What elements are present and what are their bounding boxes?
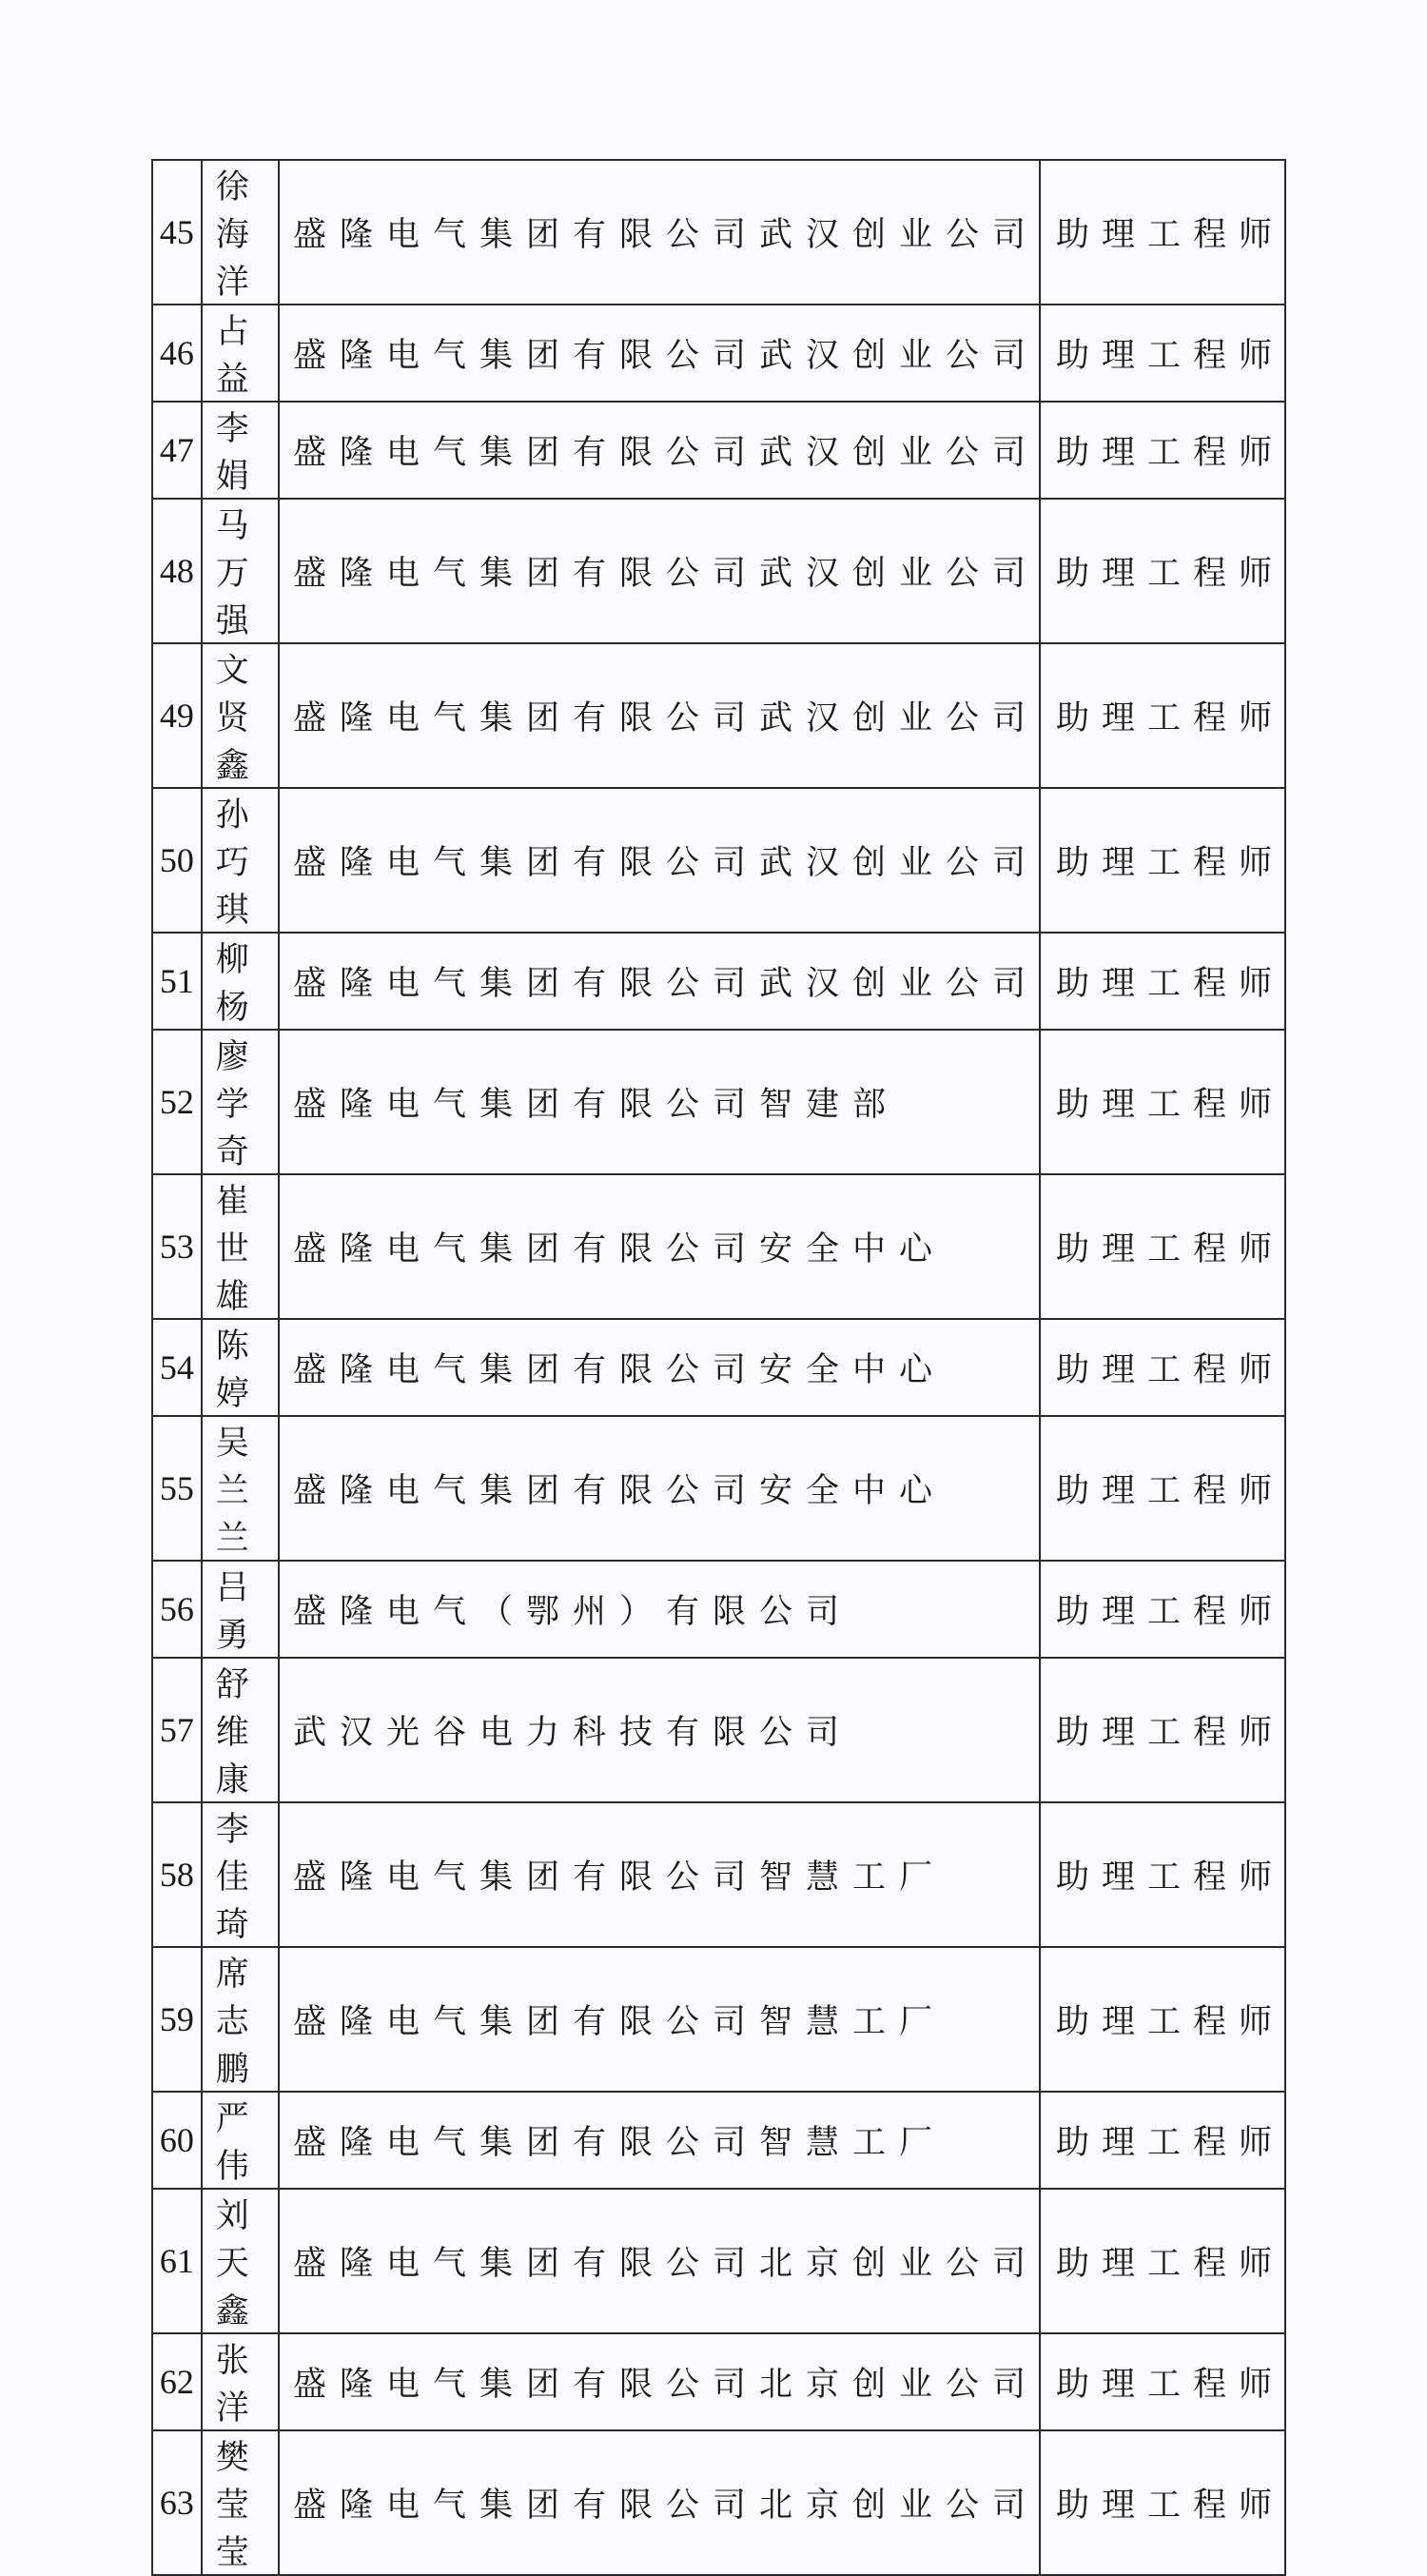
job-title: 助理工程师	[1040, 2092, 1285, 2189]
job-title: 助理工程师	[1040, 499, 1285, 643]
person-name-cell	[202, 305, 279, 402]
person-name-cell	[202, 1174, 279, 1319]
organization: 盛隆电气集团有限公司武汉创业公司	[279, 788, 1040, 933]
row-number: 56	[152, 1561, 202, 1658]
table-row	[152, 305, 1285, 402]
personnel-table	[151, 159, 1286, 2576]
row-number: 54	[152, 1319, 202, 1416]
person-name: 徐海洋	[215, 168, 252, 302]
person-name: 席志鹏	[215, 1956, 252, 2089]
row-number: 47	[152, 402, 202, 499]
row-number: 48	[152, 499, 202, 643]
table-row	[152, 1030, 1285, 1174]
table-row	[152, 933, 1285, 1030]
table-row	[152, 402, 1285, 499]
job-title: 助理工程师	[1040, 2430, 1285, 2575]
table-row	[152, 1947, 1285, 2092]
organization: 盛隆电气集团有限公司武汉创业公司	[279, 643, 1040, 788]
job-title: 助理工程师	[1040, 1658, 1285, 1802]
table-row	[152, 160, 1285, 305]
job-title: 助理工程师	[1040, 2189, 1285, 2333]
organization: 盛隆电气集团有限公司安全中心	[279, 1174, 1040, 1319]
job-title: 助理工程师	[1040, 643, 1285, 788]
job-title: 助理工程师	[1040, 788, 1285, 933]
person-name-cell	[202, 1319, 279, 1416]
person-name-cell	[202, 499, 279, 643]
table-row	[152, 1416, 1285, 1561]
organization: 盛隆电气集团有限公司武汉创业公司	[279, 933, 1040, 1030]
person-name: 柳 杨	[215, 941, 252, 1027]
person-name: 舒维康	[215, 1666, 252, 1799]
organization: 盛隆电气集团有限公司智慧工厂	[279, 2092, 1040, 2189]
person-name: 严 伟	[215, 2100, 252, 2186]
person-name: 马万强	[215, 507, 252, 640]
table-row	[152, 788, 1285, 933]
table-row	[152, 1658, 1285, 1802]
organization: 盛隆电气集团有限公司武汉创业公司	[279, 402, 1040, 499]
table-row	[152, 2430, 1285, 2575]
row-number: 49	[152, 643, 202, 788]
organization: 盛隆电气集团有限公司智建部	[279, 1030, 1040, 1174]
organization: 盛隆电气集团有限公司北京创业公司	[279, 2333, 1040, 2430]
row-number: 46	[152, 305, 202, 402]
table-row	[152, 2189, 1285, 2333]
table-row	[152, 2092, 1285, 2189]
table-row	[152, 2333, 1285, 2430]
row-number: 63	[152, 2430, 202, 2575]
person-name-cell	[202, 402, 279, 499]
row-number: 55	[152, 1416, 202, 1561]
organization: 盛隆电气（鄂州）有限公司	[279, 1561, 1040, 1658]
job-title: 助理工程师	[1040, 1174, 1285, 1319]
person-name-cell	[202, 1947, 279, 2092]
person-name-cell	[202, 160, 279, 305]
job-title: 助理工程师	[1040, 1319, 1285, 1416]
person-name-cell	[202, 1416, 279, 1561]
job-title: 助理工程师	[1040, 1561, 1285, 1658]
row-number: 57	[152, 1658, 202, 1802]
row-number: 51	[152, 933, 202, 1030]
person-name-cell	[202, 788, 279, 933]
organization: 盛隆电气集团有限公司武汉创业公司	[279, 499, 1040, 643]
person-name: 陈 婷	[215, 1327, 252, 1413]
person-name-cell	[202, 1030, 279, 1174]
organization: 盛隆电气集团有限公司安全中心	[279, 1416, 1040, 1561]
job-title: 助理工程师	[1040, 305, 1285, 402]
job-title: 助理工程师	[1040, 1802, 1285, 1947]
person-name-cell	[202, 2430, 279, 2575]
organization: 盛隆电气集团有限公司安全中心	[279, 1319, 1040, 1416]
table-row	[152, 1174, 1285, 1319]
job-title: 助理工程师	[1040, 2333, 1285, 2430]
table-row	[152, 1319, 1285, 1416]
row-number: 62	[152, 2333, 202, 2430]
job-title: 助理工程师	[1040, 402, 1285, 499]
person-name-cell	[202, 1802, 279, 1947]
person-name: 刘天鑫	[215, 2197, 252, 2330]
person-name: 张 洋	[215, 2342, 252, 2428]
person-name: 崔世雄	[215, 1183, 252, 1316]
person-name: 占 益	[215, 313, 252, 399]
person-name: 文贤鑫	[215, 652, 252, 785]
job-title: 助理工程师	[1040, 160, 1285, 305]
row-number: 53	[152, 1174, 202, 1319]
row-number: 50	[152, 788, 202, 933]
table-row	[152, 1802, 1285, 1947]
row-number: 58	[152, 1802, 202, 1947]
organization: 盛隆电气集团有限公司智慧工厂	[279, 1802, 1040, 1947]
person-name: 李 娟	[215, 410, 252, 496]
person-name: 吴兰兰	[215, 1425, 252, 1558]
person-name-cell	[202, 933, 279, 1030]
person-name: 樊莹莹	[215, 2439, 252, 2572]
organization: 盛隆电气集团有限公司北京创业公司	[279, 2430, 1040, 2575]
person-name: 吕 勇	[215, 1569, 252, 1655]
organization: 盛隆电气集团有限公司智慧工厂	[279, 1947, 1040, 2092]
table-row	[152, 499, 1285, 643]
person-name-cell	[202, 2092, 279, 2189]
person-name: 廖学奇	[215, 1038, 252, 1171]
job-title: 助理工程师	[1040, 1030, 1285, 1174]
person-name-cell	[202, 643, 279, 788]
organization: 武汉光谷电力科技有限公司	[279, 1658, 1040, 1802]
person-name: 李佳琦	[215, 1811, 252, 1944]
table-row	[152, 1561, 1285, 1658]
organization: 盛隆电气集团有限公司北京创业公司	[279, 2189, 1040, 2333]
person-name-cell	[202, 2333, 279, 2430]
row-number: 52	[152, 1030, 202, 1174]
person-name-cell	[202, 1658, 279, 1802]
organization: 盛隆电气集团有限公司武汉创业公司	[279, 160, 1040, 305]
job-title: 助理工程师	[1040, 1947, 1285, 2092]
organization: 盛隆电气集团有限公司武汉创业公司	[279, 305, 1040, 402]
row-number: 61	[152, 2189, 202, 2333]
job-title: 助理工程师	[1040, 933, 1285, 1030]
row-number: 60	[152, 2092, 202, 2189]
table-row	[152, 643, 1285, 788]
person-name: 孙巧琪	[215, 796, 252, 930]
person-name-cell	[202, 2189, 279, 2333]
job-title: 助理工程师	[1040, 1416, 1285, 1561]
person-name-cell	[202, 1561, 279, 1658]
row-number: 59	[152, 1947, 202, 2092]
row-number: 45	[152, 160, 202, 305]
